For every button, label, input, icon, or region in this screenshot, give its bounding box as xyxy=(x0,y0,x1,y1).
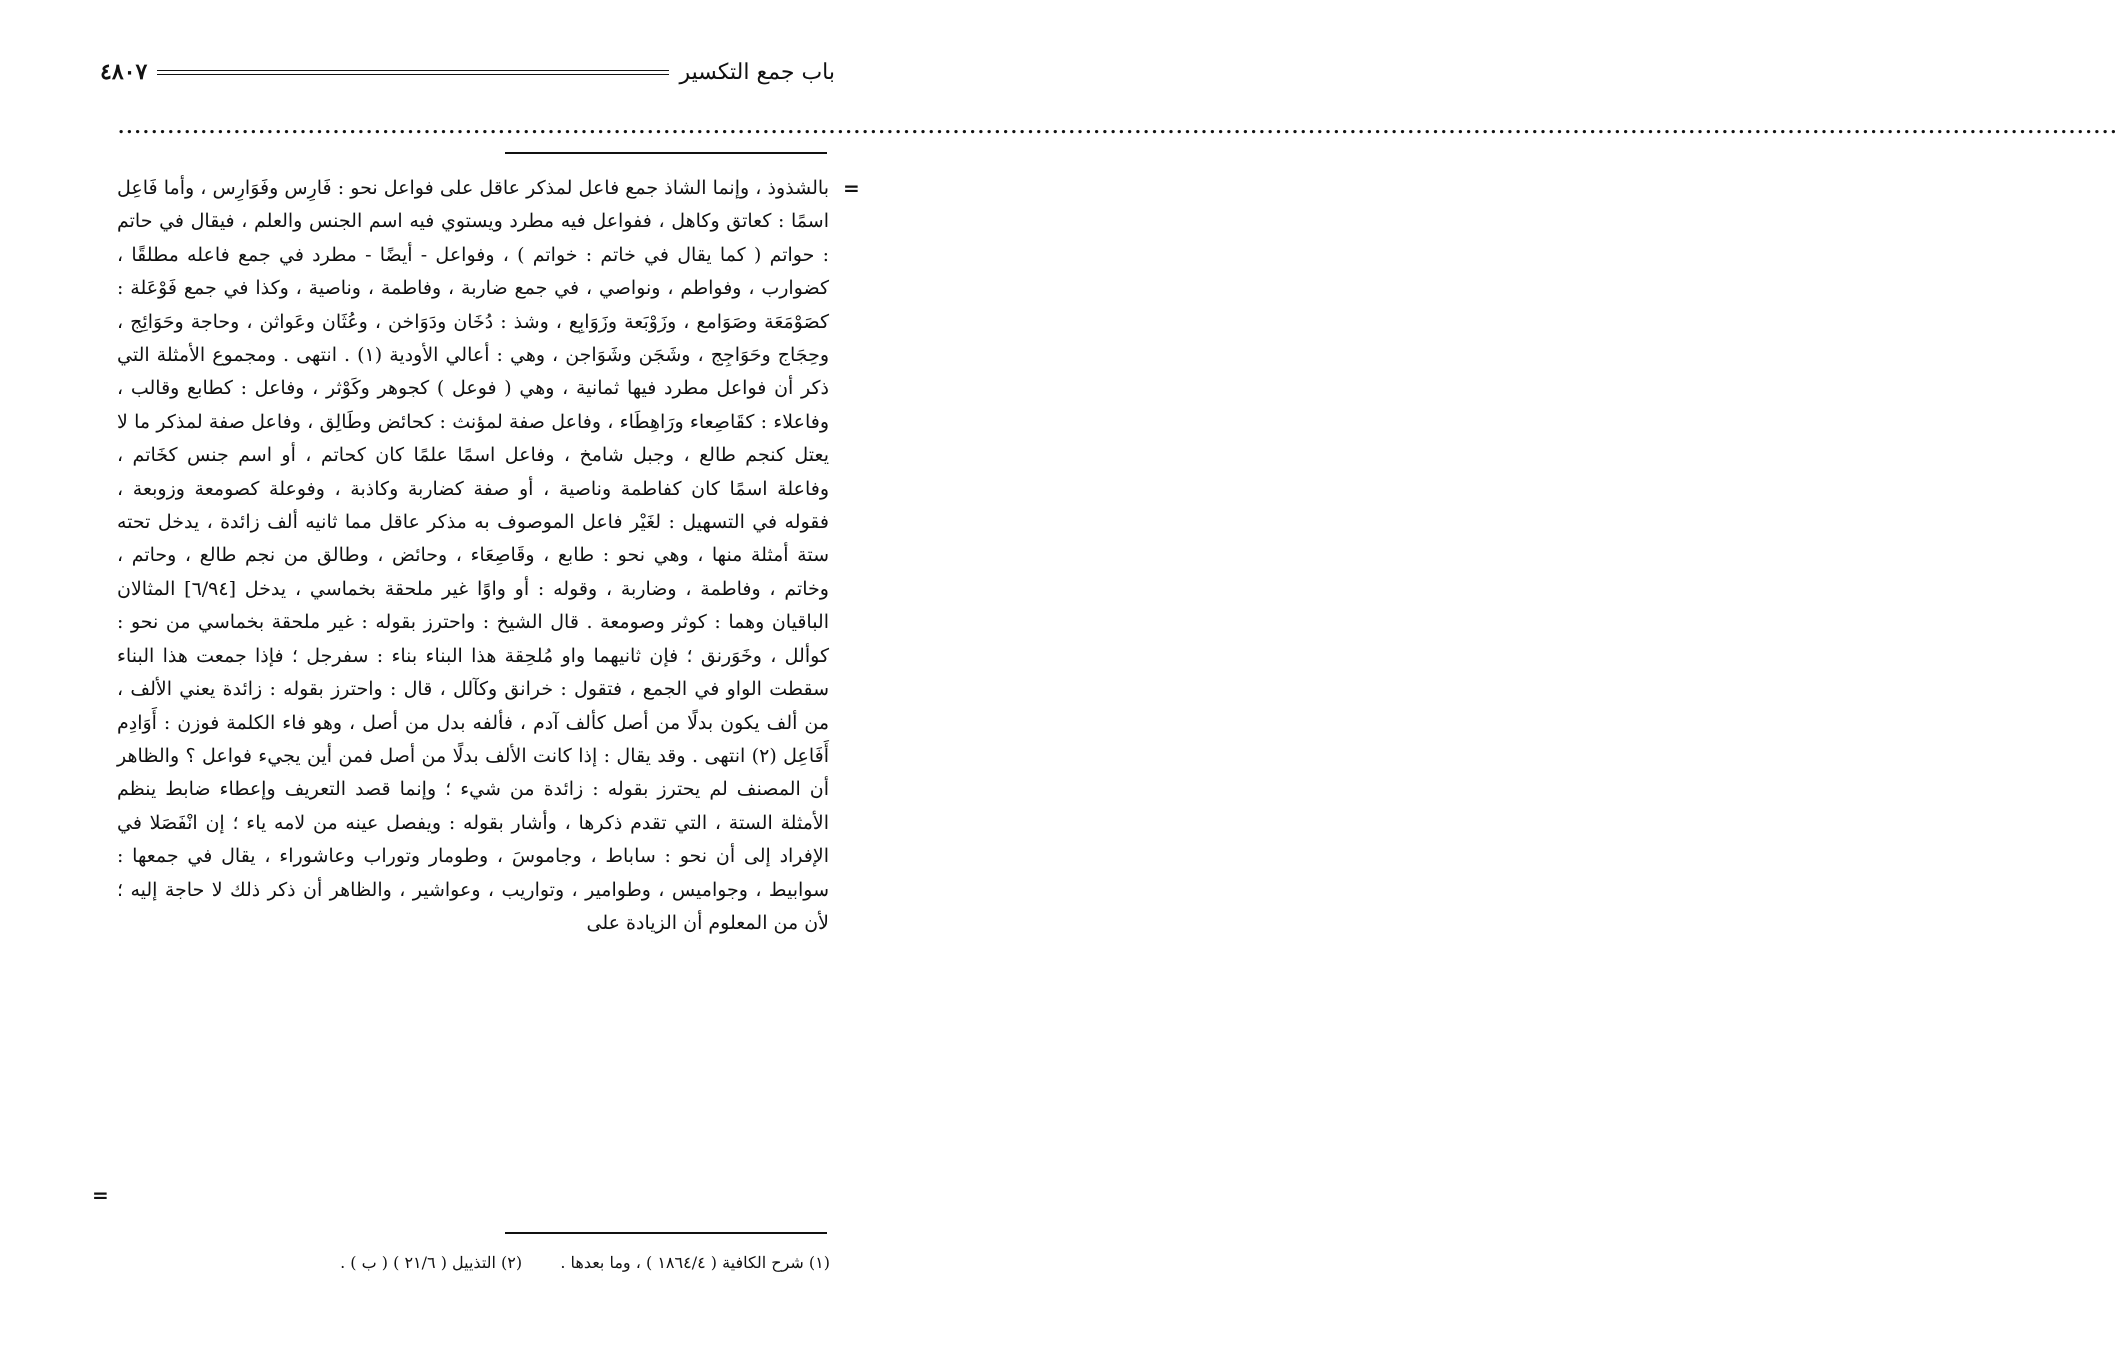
page-header xyxy=(100,52,835,92)
continuation-mark-start: = xyxy=(843,176,860,200)
header-rule xyxy=(157,70,669,75)
page-number: ٤٨٠٧ xyxy=(100,59,148,85)
footnote-1: (١) شرح الكافية ( ١٨٦٤/٤ ) ، وما بعدها . xyxy=(560,1253,830,1272)
footnote-divider xyxy=(505,1232,827,1234)
main-text xyxy=(117,172,829,940)
top-divider xyxy=(505,152,827,154)
body-paragraph: بالشذوذ ، وإنما الشاذ جمع فاعل لمذكر عاقل على فواعل نحو : فَارِس وفَوَارِس ، وأما فَاعِل اسمًا : كعاتق وكاهل ، ففواعل فيه مطرد ويستوي فيه اسم الجنس والعلم ، فيقال في حاتم : حواتم ( كما يقال في خاتم : خواتم ) ، وفواعل - أيضًا - مطرد في جمع فاعله مطلقًا ، كضوارب ، وفواطم ، ونواصي ، في جمع ضاربة ، وفاطمة ، وناصية ، وكذا في جمع فَوْعَلة : كصَوْمَعَة وصَوَامع ، وزَوْبَعة وزَوَابِع ، وشذ : دُخَان ودَوَاخن ، وعُثَان وعَواثن ، وحاجة وحَوَائِج ، وحِجَاج وحَوَاجِج ، وشَجَن وشَوَاجن ، وهي : أعالي الأودية (١) . انتهى . ومجموع الأمثلة التي ذكر أن فواعل مطرد فيها ثمانية ، وهي ( فوعل ) كجوهر وكَوْثر ، وفاعل : كطابع وقالب ، وفاعلاء : كقَاصِعاء ورَاهِطَاء ، وفاعل صفة لمؤنث : كحائض وطَالِق ، وفاعل صفة لمذكر ما لا يعتل كنجم طالع ، وجبل شامخ ، وفاعل اسمًا علمًا كان كحاتم ، أو اسم جنس كخَاتم ، وفاعلة اسمًا كان كفاطمة وناصية ، أو صفة كضاربة وكاذبة ، وفوعلة كصومعة وزوبعة ، فقوله في التسهيل : لغَيْر فاعل الموصوف به مذكر عاقل مما ثانيه ألف زائدة ، يدخل تحته ستة أمثلة منها ، وهي نحو : طابع ، وقَاصِعَاء ، وحائض ، وطالق من نجم طالع ، وحاتم ، وخاتم ، وفاطمة ، وضاربة ، وقوله : أو واوًا غير ملحقة بخماسي ، يدخل [٦/٩٤] المثالان الباقيان وهما : كوثر وصومعة . قال الشيخ : واحترز بقوله : غير ملحقة بخماسي من نحو : كوألل ، وخَوَرنق ؛ فإن ثانيهما واو مُلحِقة هذا البناء بناء : سفرجل ؛ فإذا جمعت هذا البناء سقطت الواو في الجمع ، فتقول : خرانق وكآلل ، قال : واحترز بقوله : زائدة يعني الألف ، من ألف يكون بدلًا من أصل كألف آدم ، فألفه بدل من أصل ، وهو فاء الكلمة فوزن : أَوَادِم أَفَاعِل (٢) انتهى . وقد يقال : إذا كانت الألف بدلًا من أصل فمن أين يجيء فواعل ؟ والظاهر أن المصنف لم يحترز بقوله : زائدة من شيء ؛ وإنما قصد التعريف وإعطاء ضابط ينظم الأمثلة الستة ، التي تقدم ذكرها ، وأشار بقوله : ويفصل عينه من لامه ياء ؛ إن انْفَصَلا في الإفراد إلى أن نحو : ساباط ، وجاموسَ ، وطومار وتوراب وعاشوراء ، يقال في جمعها : سوابيط ، وجواميس ، وطوامير ، وتواريب ، وعواشير ، والظاهر أن ذكر ذلك لا حاجة إليه ؛ لأن من المعلوم أن الزيادة على xyxy=(117,177,829,934)
continuation-mark-end: = xyxy=(92,1183,109,1207)
footnotes xyxy=(200,1248,830,1278)
leader-dots: .................................................................................................................................................................................................................................................. xyxy=(118,117,2119,138)
chapter-title: باب جمع التكسير xyxy=(679,59,835,85)
footnote-2: (٢) التذييل ( ٢١/٦ ) ( ب ) . xyxy=(340,1253,523,1272)
